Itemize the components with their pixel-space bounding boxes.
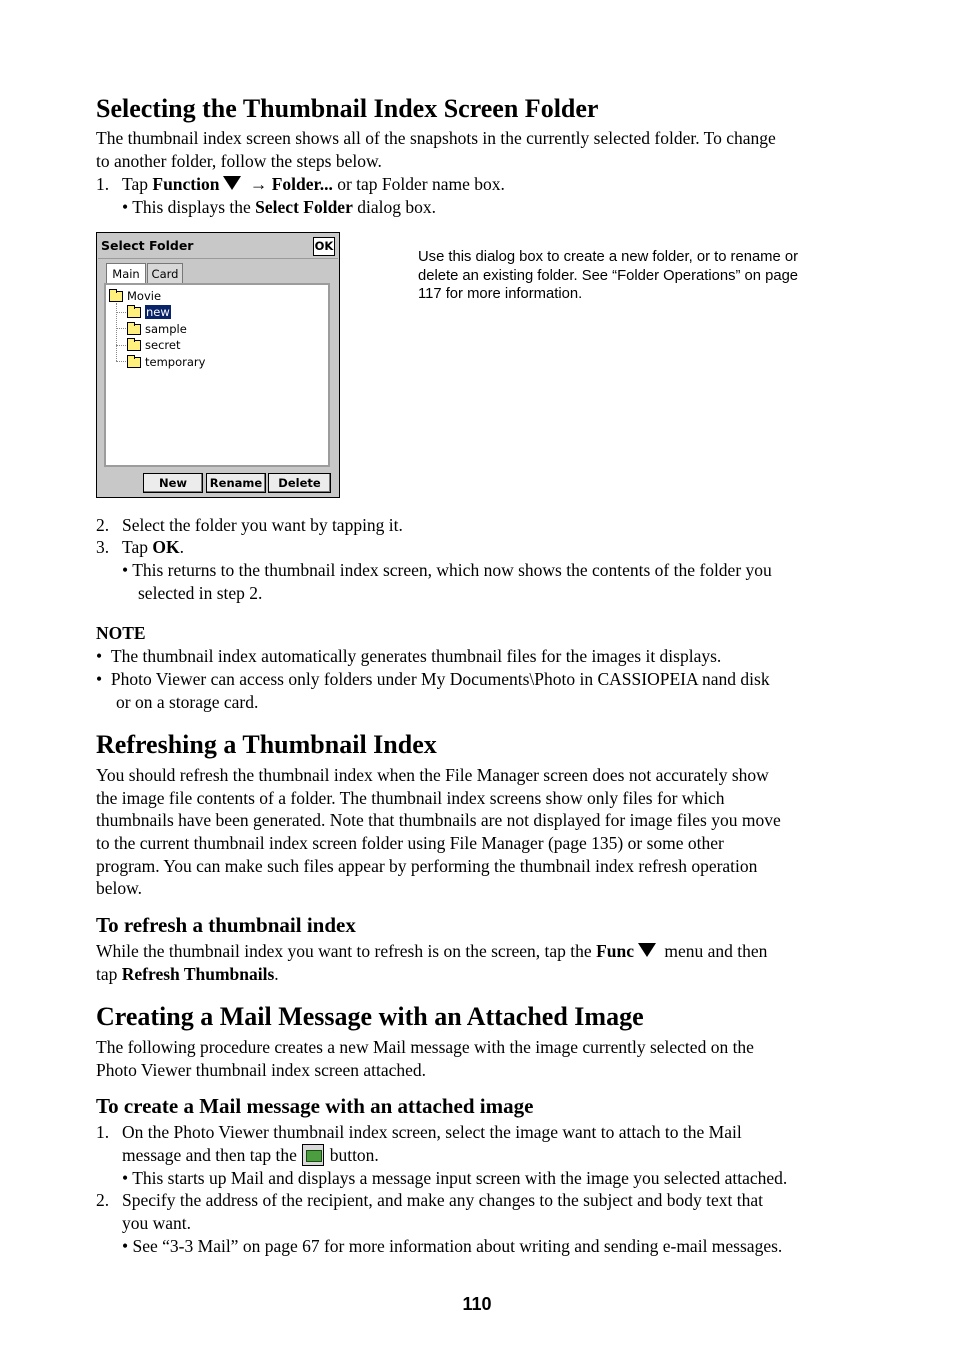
note-continuation: or on a storage card.: [116, 692, 259, 712]
paragraph-line: below.: [96, 878, 143, 898]
section-title-mail: Creating a Mail Message with an Attached Image: [96, 1002, 644, 1031]
note-item: • The thumbnail index automatically generates thumbnail files for the images it displays.: [96, 646, 722, 666]
dialog-title: Select Folder: [101, 238, 194, 253]
step-number: 3.: [96, 537, 110, 557]
paragraph-line: program. You can make such files appear by performing the thumbnail index refresh operation: [96, 856, 758, 876]
step-number: 1.: [96, 1122, 110, 1142]
step-text: Select the folder you want by tapping it.: [122, 515, 403, 535]
step-text: Tap OK.: [122, 537, 184, 557]
step-number: 2.: [96, 515, 110, 535]
step-text: message and then tap the button.: [122, 1145, 379, 1165]
note-heading: NOTE: [96, 623, 146, 643]
step-number: 2.: [96, 1190, 110, 1210]
bullet-item: • This returns to the thumbnail index screen, which now shows the contents of the folder you: [122, 560, 772, 580]
rename-folder-button[interactable]: Rename: [206, 473, 266, 493]
section-title-refresh: Refreshing a Thumbnail Index: [96, 730, 437, 759]
dropdown-triangle-icon: [638, 943, 656, 957]
subsection-title-mail: To create a Mail message with an attached image: [96, 1094, 534, 1118]
paragraph-line: to the current thumbnail index screen folder using File Manager (page 135) or some other: [96, 833, 724, 853]
select-folder-dialog: [96, 232, 340, 498]
new-folder-button[interactable]: New: [143, 473, 203, 493]
folder-icon: [127, 357, 141, 368]
subsection-title-refresh: To refresh a thumbnail index: [96, 913, 356, 937]
tree-item-movie[interactable]: Movie: [109, 289, 161, 303]
note-item: • Photo Viewer can access only folders under My Documents\Photo in CASSIOPEIA nand disk: [96, 669, 770, 689]
step-text: you want.: [122, 1213, 192, 1233]
tree-item-secret[interactable]: secret: [127, 338, 180, 352]
paragraph-line: The following procedure creates a new Mail message with the image currently selected on the: [96, 1037, 754, 1057]
tree-item-sample[interactable]: sample: [127, 322, 187, 336]
dropdown-triangle-icon: [223, 176, 241, 190]
tree-item-new[interactable]: new: [127, 305, 171, 319]
step-text: Tap Function → Folder... or tap Folder name box.: [122, 174, 505, 194]
paragraph-line: You should refresh the thumbnail index when the File Manager screen does not accurately show: [96, 765, 769, 785]
mail-attach-icon: [302, 1144, 324, 1166]
tab-card[interactable]: Card: [147, 263, 183, 284]
paragraph-line: tap Refresh Thumbnails.: [96, 964, 279, 984]
bullet-item: • This displays the Select Folder dialog box.: [122, 197, 436, 217]
delete-folder-button[interactable]: Delete: [268, 473, 331, 493]
tab-main[interactable]: Main: [106, 263, 146, 284]
ok-button[interactable]: OK: [313, 237, 335, 256]
paragraph-line: While the thumbnail index you want to refresh is on the screen, tap the Func menu and then: [96, 941, 768, 961]
section-title-select-folder: Selecting the Thumbnail Index Screen Folder: [96, 94, 599, 123]
step-text: On the Photo Viewer thumbnail index screen, select the image want to attach to the Mail: [122, 1122, 742, 1142]
dialog-callout: Use this dialog box to create a new folder, or to rename or delete an existing folder. See “Folder Operations” on page 117 for more information.: [418, 249, 799, 302]
step-text: Specify the address of the recipient, and make any changes to the subject and body text that: [122, 1190, 763, 1210]
folder-tree[interactable]: [104, 283, 330, 467]
folder-icon: [109, 291, 123, 302]
tree-item-temporary[interactable]: temporary: [127, 355, 205, 369]
page-number: 110: [462, 1294, 492, 1314]
paragraph-line: thumbnails have been generated. Note that thumbnails are not displayed for image files you move: [96, 810, 781, 830]
bullet-item: • This starts up Mail and displays a message input screen with the image you selected attached.: [122, 1168, 788, 1188]
paragraph-line: to another folder, follow the steps below.: [96, 151, 382, 171]
paragraph-line: The thumbnail index screen shows all of the snapshots in the currently selected folder. To change: [96, 128, 776, 148]
paragraph-line: the image file contents of a folder. The thumbnail index screens show only files for which: [96, 788, 725, 808]
bullet-continuation: selected in step 2.: [138, 583, 263, 603]
folder-icon: [127, 307, 141, 318]
bullet-item: • See “3-3 Mail” on page 67 for more information about writing and sending e-mail messages.: [122, 1236, 783, 1256]
paragraph-line: Photo Viewer thumbnail index screen attached.: [96, 1060, 427, 1080]
step-number: 1.: [96, 174, 110, 194]
folder-icon: [127, 340, 141, 351]
dialog-title-bar: [98, 234, 338, 259]
folder-icon: [127, 324, 141, 335]
